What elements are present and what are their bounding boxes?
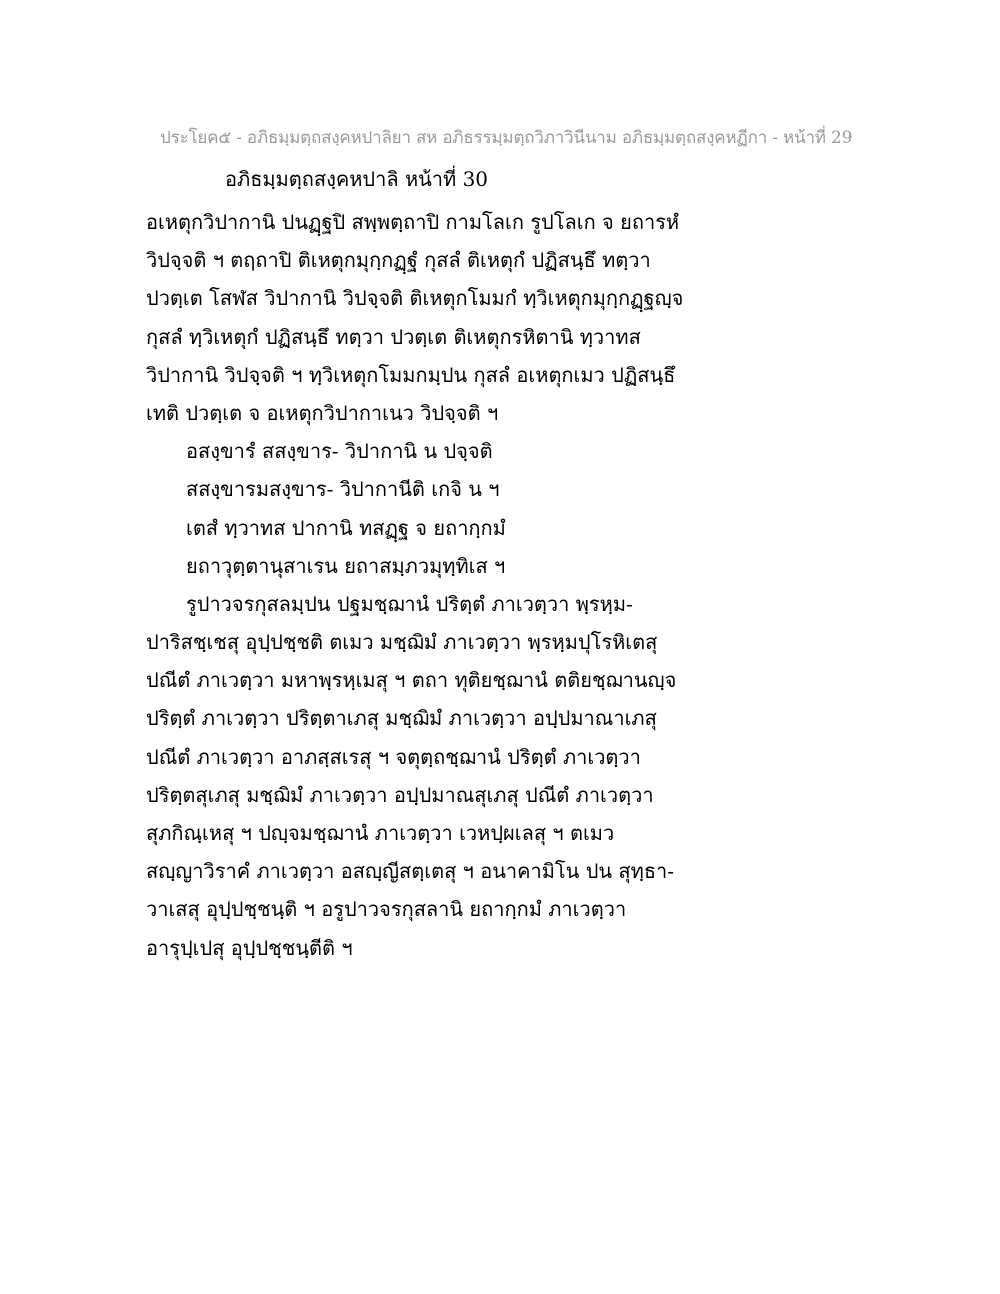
text-line: ปริตฺตํ ภาเวตฺวา ปริตฺตาเภสุ มชฺฌิมํ ภาเวตฺวา อปฺปมาณาเภสุ — [146, 706, 657, 731]
text-line: อเหตุกวิปากานิ ปนฏฺฐปิ สพฺพตฺถาปิ กามโลเก รูปโลเก จ ยถารหํ — [146, 210, 680, 234]
text-line: ปณีตํ ภาเวตฺวา มหาพฺรหฺเมสุ ฯ ตถา ทุติยชฺฌานํ ตติยชฺฌานญฺจ — [146, 668, 677, 693]
text-line: ปาริสชฺเชสุ อุปฺปชฺชติ ตเมว มชฺฌิมํ ภาเวตฺวา พฺรหฺมปุโรหิเตสุ — [146, 630, 658, 655]
text-line: เทติ ปวตฺเต จ อเหตุกวิปากาเนว วิปจฺจติ ฯ — [146, 400, 499, 425]
page-heading: อภิธมฺมตฺถสงฺคหปาลิ หน้าที่ 30 — [225, 167, 489, 191]
verse-line: อสงฺขารํ สสงฺขาร- วิปากานิ น ปจฺจติ — [186, 439, 493, 464]
text-line: สุภกิณฺเหสุ ฯ ปญฺจมชฺฌานํ ภาเวตฺวา เวหปฺผเลสุ ฯ ตเมว — [146, 821, 615, 845]
text-line: สญฺญาวิราคํ ภาเวตฺวา อสญฺญีสตฺเตสุ ฯ อนาคามิโน ปน สุทฺธา- — [146, 859, 675, 884]
text-line: วิปจฺจติ ฯ ตฤถาปิ ติเหตุกมุกฺกฏฺฐํ กุสลํ ติเหตุกํ ปฏิสนฺธึ ทตฺวา — [146, 248, 651, 273]
verse-line: สสงฺขารมสงฺขาร- วิปากานีติ เกจิ น ฯ — [186, 477, 500, 502]
text-line: ปณีตํ ภาเวตฺวา อาภสฺสเรสุ ฯ จตุตฺถชฺฌานํ ปริตฺตํ ภาเวตฺวา — [146, 744, 641, 769]
running-header: ประโยค๕ - อภิธมฺมตฺถสงฺคหปาลิยา สห อภิธรรมฺมตฺถวิภาวินีนาม อภิธมฺมตฺถสงฺคหฏีกา - หน้าที่ 29 — [160, 128, 853, 148]
body-text — [146, 203, 706, 967]
text-line: รูปาวจรกุสลมฺปน ปฐมชฺฌานํ ปริตฺตํ ภาเวตฺวา พฺรหฺม- — [186, 591, 633, 616]
text-line: ปริตฺตสุเภสุ มชฺฌิมํ ภาเวตฺวา อปฺปมาณสุเภสุ ปณีตํ ภาเวตฺวา — [146, 782, 654, 807]
text-line: อารุปฺเปสุ อุปฺปชฺชนฺตีติ ฯ — [146, 935, 353, 960]
text-line: วาเสสุ อุปฺปชฺชนฺติ ฯ อรูปาวจรกุสลานิ ยถากฺกมํ ภาเวตฺวา — [146, 897, 627, 922]
verse-line: ยถาวุตฺตานุสาเรน ยถาสมฺภวมุทฺทิเส ฯ — [186, 553, 506, 578]
verse-line: เตสํ ทฺวาทส ปากานิ ทสฏฺฐ จ ยถากฺกมํ — [186, 515, 506, 540]
text-line: วิปากานิ วิปจฺจติ ฯ ทฺวิเหตุกโมมกมฺปน กุสลํ อเหตุกเมว ปฏิสนฺธึ — [146, 362, 676, 387]
text-line: ปวตฺเต โสฬส วิปากานิ วิปจฺจติ ติเหตุกโมมกํ ทฺวิเหตุกมุกฺกฏฺฐญฺจ — [146, 286, 684, 311]
text-line: กุสลํ ทฺวิเหตุกํ ปฏิสนฺธึ ทตฺวา ปวตฺเต ติเหตุกรหิตานิ ทฺวาทส — [146, 324, 641, 349]
